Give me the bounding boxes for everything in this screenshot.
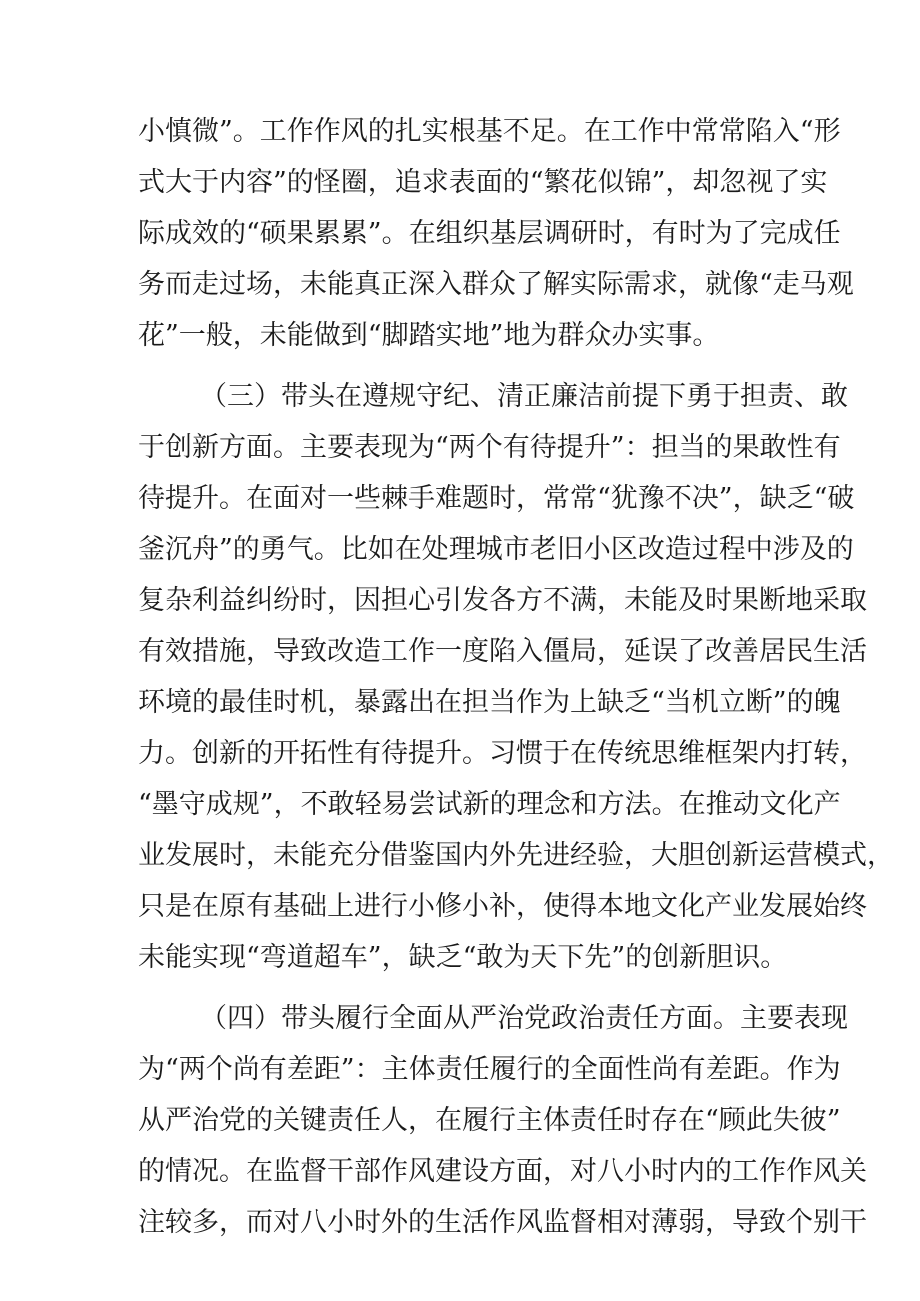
paragraph-section-four [138, 993, 867, 1248]
text-line: 有效措施，导致改造工作一度陷入僵局，延误了改善居民生活 [138, 636, 867, 667]
document-body [138, 106, 894, 1248]
text-line: 花”一般，未能做到“脚踏实地”地为群众办实事。 [138, 320, 720, 351]
text-line: 注较多，而对八小时外的生活作风监督相对薄弱，导致个别干 [138, 1207, 867, 1238]
paragraph-continuation [138, 106, 854, 361]
text-line: 式大于内容”的怪圈，追求表面的“繁花似锦”，却忽视了实 [138, 167, 828, 198]
text-line: 只是在原有基础上进行小修小补，使得本地文化产业发展始终 [138, 891, 867, 922]
text-line: 复杂利益纠纷时，因担心引发各方不满，未能及时果断地采取 [138, 585, 867, 616]
text-line: 未能实现“弯道超车”，缺乏“敢为天下先”的创新胆识。 [138, 942, 788, 973]
text-line: 小慎微”。工作作风的扎实根基不足。在工作中常常陷入“形 [138, 116, 841, 147]
text-line: 际成效的“硕果累累”。在组织基层调研时，有时为了完成任 [138, 218, 841, 249]
text-line: 环境的最佳时机，暴露出在担当作为上缺乏“当机立断”的魄 [138, 687, 841, 718]
text-line: “墨守成规”，不敢轻易尝试新的理念和方法。在推动文化产 [138, 789, 841, 820]
text-line: 务而走过场，未能真正深入群众了解实际需求，就像“走马观 [138, 269, 854, 300]
text-line: 的情况。在监督干部作风建设方面，对八小时内的工作作风关 [138, 1156, 867, 1187]
text-line: 为“两个尚有差距”：主体责任履行的全面性尚有差距。作为 [138, 1054, 841, 1085]
text-line: 力。创新的开拓性有待提升。习惯于在传统思维框架内打转， [138, 738, 867, 769]
text-line: 从严治党的关键责任人，在履行主体责任时存在“顾此失彼” [138, 1105, 841, 1136]
paragraph-section-three [138, 371, 894, 983]
text-line: 待提升。在面对一些棘手难题时，常常“犹豫不决”，缺乏“破 [138, 483, 855, 514]
text-line: 于创新方面。主要表现为“两个有待提升”：担当的果敢性有 [138, 432, 841, 463]
text-line: 釜沉舟”的勇气。比如在处理城市老旧小区改造过程中涉及的 [138, 534, 854, 565]
section-heading-line: （四）带头履行全面从严治党政治责任方面。主要表现 [200, 1003, 848, 1034]
text-line: 业发展时，未能充分借鉴国内外先进经验，大胆创新运营模式， [138, 840, 894, 871]
section-heading-line: （三）带头在遵规守纪、清正廉洁前提下勇于担责、敢 [200, 381, 848, 412]
